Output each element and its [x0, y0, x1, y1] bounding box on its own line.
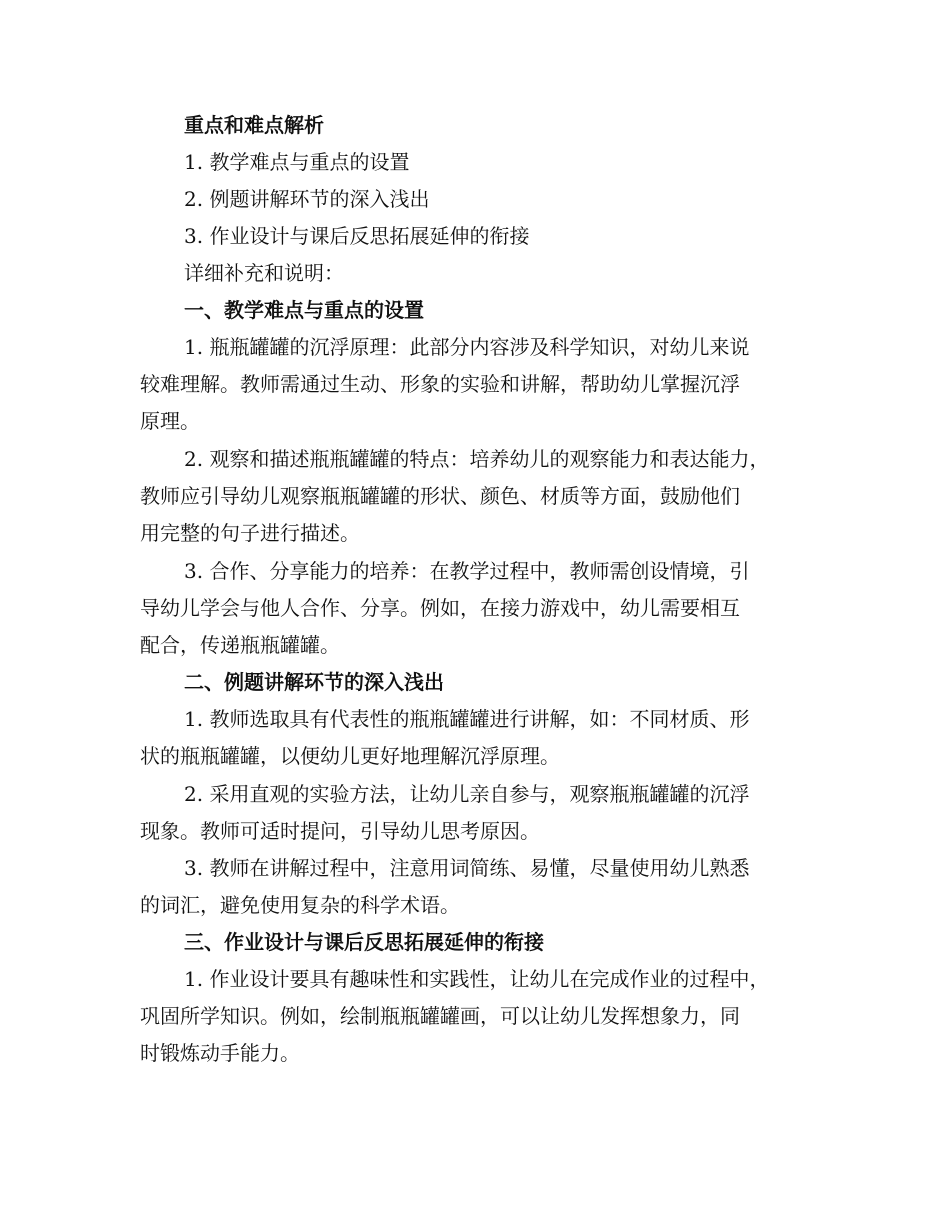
section-1-para-2-line-1: 2. 观察和描述瓶瓶罐罐的特点：培养幼儿的观察能力和表达能力，	[184, 447, 770, 471]
section-2-para-1-line-1: 1. 教师选取具有代表性的瓶瓶罐罐进行讲解，如：不同材质、形	[184, 707, 750, 731]
section-1-para-3-line-3: 配合，传递瓶瓶罐罐。	[140, 633, 340, 657]
section-1-para-3-line-1: 3. 合作、分享能力的培养：在教学过程中，教师需创设情境，引	[184, 559, 750, 583]
section-3-para-1-line-3: 时锻炼动手能力。	[140, 1041, 300, 1065]
section-1-para-1-line-3: 原理。	[140, 409, 200, 433]
section-1-para-2-line-3: 用完整的句子进行描述。	[140, 521, 360, 545]
section-1-para-1-line-2: 较难理解。教师需通过生动、形象的实验和讲解，帮助幼儿掌握沉浮	[140, 372, 740, 396]
section-2-para-2-line-1: 2. 采用直观的实验方法，让幼儿亲自参与，观察瓶瓶罐罐的沉浮	[184, 782, 750, 806]
section-2-para-1-line-2: 状的瓶瓶罐罐，以便幼儿更好地理解沉浮原理。	[140, 744, 560, 768]
section-2-para-3-line-1: 3. 教师在讲解过程中，注意用词简练、易懂，尽量使用幼儿熟悉	[184, 856, 750, 880]
section-1-title: 一、教学难点与重点的设置	[184, 298, 424, 322]
section-2-title: 二、例题讲解环节的深入浅出	[184, 670, 444, 694]
section-3-title: 三、作业设计与课后反思拓展延伸的衔接	[184, 930, 544, 954]
section-3-para-1-line-2: 巩固所学知识。例如，绘制瓶瓶罐罐画，可以让幼儿发挥想象力，同	[140, 1004, 740, 1028]
outline-item-1: 1. 教学难点与重点的设置	[184, 150, 410, 174]
section-1-para-1-line-1: 1. 瓶瓶罐罐的沉浮原理：此部分内容涉及科学知识，对幼儿来说	[184, 335, 750, 359]
section-1-para-2-line-2: 教师应引导幼儿观察瓶瓶罐罐的形状、颜色、材质等方面，鼓励他们	[140, 484, 740, 508]
intro-text: 详细补充和说明：	[184, 261, 344, 285]
section-1-para-3-line-2: 导幼儿学会与他人合作、分享。例如，在接力游戏中，幼儿需要相互	[140, 596, 740, 620]
outline-item-2: 2. 例题讲解环节的深入浅出	[184, 187, 430, 211]
section-3-para-1-line-1: 1. 作业设计要具有趣味性和实践性，让幼儿在完成作业的过程中，	[184, 967, 770, 991]
page-heading: 重点和难点解析	[184, 113, 324, 137]
section-2-para-3-line-2: 的词汇，避免使用复杂的科学术语。	[140, 893, 460, 917]
section-2-para-2-line-2: 现象。教师可适时提问，引导幼儿思考原因。	[140, 819, 540, 843]
outline-item-3: 3. 作业设计与课后反思拓展延伸的衔接	[184, 224, 530, 248]
